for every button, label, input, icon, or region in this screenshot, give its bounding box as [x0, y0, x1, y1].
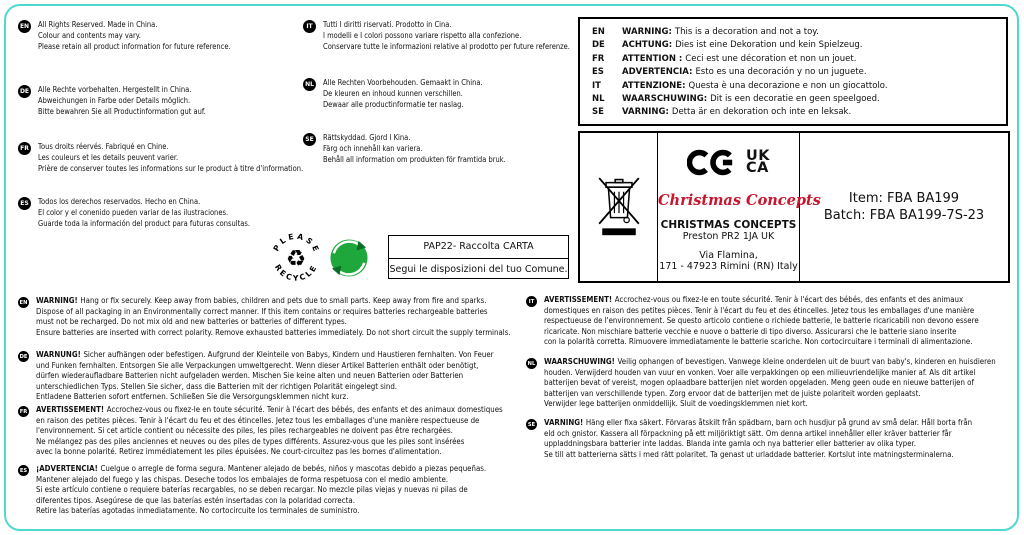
- green-dot-icon: [330, 239, 368, 277]
- lang-badge-nl-icon: NL: [303, 78, 316, 91]
- warning-text: Detta är en dekoration och inte en leksak.: [671, 107, 852, 118]
- warning-line: AVERTISSEMENT! Accrochez-vous ou fixez-le en toute sécurité. Tenir à l'écart des bébés, des enfants et des animaux domestiques: [36, 405, 503, 414]
- decoration-warning-row: [592, 66, 1006, 79]
- recycle-arc-top-text: PLEASE: [271, 231, 322, 256]
- lang-code: DE: [592, 40, 605, 51]
- notice-line: Colour and contents may vary.: [38, 31, 141, 40]
- item-column: [800, 133, 1008, 281]
- decoration-warning-row: [592, 39, 1006, 52]
- warning-line: avec la bonne polarité. Retirez immédiatement les piles épuisées. Ne court-circuitez pas les bornes d'alimentation.: [36, 447, 442, 457]
- safety-warning-se: [526, 418, 1024, 460]
- safety-warning-en: [18, 296, 575, 338]
- compliance-box: [578, 131, 1010, 283]
- lang-badge-fr-icon: FR: [18, 406, 29, 417]
- notice-se-text: [323, 132, 506, 165]
- notice-line: Behåll all information om produkten för framtida bruk.: [323, 155, 506, 164]
- please-recycle-icon: [267, 229, 325, 287]
- warning-line: eld och gnistor. Kassera all förpackning på ett miljöriktigt sätt. Om denna artikel innehåller eller kräver batterier får: [544, 428, 952, 438]
- decoration-warning-row: [592, 80, 1006, 93]
- safety-warning-es: [18, 464, 548, 517]
- notice-de-text: [38, 84, 206, 117]
- notice-it-text: [323, 19, 570, 52]
- ce-mark-icon: [687, 147, 739, 178]
- warning-line: respectueuse de l'environnement. Se questo articolo contiene o richiede batterie, le batterie ricaricabili non devono essere: [544, 316, 979, 326]
- safety-warning-it-text: [544, 295, 979, 348]
- notice-es-text: [38, 196, 250, 229]
- warning-keyword: WARNING!: [36, 296, 78, 305]
- lang-badge-es-icon: ES: [18, 197, 31, 210]
- warning-line: Entladene Batterien sofort entfernen. Schließen Sie die Versorgungsklemmen nicht kurz.: [36, 392, 349, 402]
- lang-badge-it-icon: IT: [303, 20, 316, 33]
- safety-warning-en-text: [36, 296, 511, 338]
- marks-row: [658, 141, 799, 183]
- warning-line: batterijen bevat of vereist, mogen oplaadbare batterijen niet worden opgeladen. Meng geen oude en nieuwe batterijen of: [544, 378, 974, 388]
- warning-keyword: VARNING!: [544, 418, 584, 427]
- recycle-arc-bottom-text: RECYCLE: [272, 262, 320, 283]
- notice-line: Please retain all product information for future reference.: [38, 42, 231, 51]
- lang-code: IT: [592, 80, 601, 91]
- safety-warning-it: [526, 295, 1024, 348]
- warning-line: unterschiedlichen Typs. Stellen Sie sicher, dass die Batterien mit der richtigen Polarität eingelegt sind.: [36, 381, 398, 391]
- warning-keyword: AVERTISSEMENT!: [544, 295, 613, 304]
- address-line-1: Via Flamina,: [699, 250, 758, 261]
- lang-badge-se-icon: SE: [303, 133, 316, 146]
- warning-line: WARNING! Hang or fix securely. Keep away from babies, children and pets due to small parts. Keep away from fire and sparks.: [36, 296, 487, 305]
- lang-badge-de-icon: DE: [18, 351, 29, 362]
- warning-line: ¡ADVERTENCIA! Cuelgue o arregle de forma segura. Mantener alejado de bebés, niños y mascotas debido a piezas pequeñas.: [36, 464, 487, 473]
- pap22-instruction-row: Segui le disposizioni del tuo Comune.: [389, 263, 568, 275]
- safety-warning-fr-text: [36, 405, 503, 458]
- warning-line: Mantener alejado del fuego y las chispas. Deseche todos los embalajes de forma respetuosa con el medio ambiente.: [36, 474, 449, 484]
- warning-line: batterijen van verschillende typen. Zorg ervoor dat de batterijen met de juiste polariteit worden geplaatst.: [544, 388, 921, 398]
- warning-text: This is a decoration and not a toy.: [674, 27, 819, 37]
- notice-line: De kleuren en inhoud kunnen verschillen.: [323, 89, 463, 98]
- warning-line: Se till att batterierna sätts i med rätt polaritet. Ta genast ut urladdade batterier. Kortslut inte matningsterminalerna.: [544, 449, 954, 459]
- notice-line: Tous droits réervés. Fabriqué en Chine.: [38, 142, 169, 151]
- notice-line: Abweichungen in Farbe oder Details möglich.: [38, 96, 191, 105]
- warning-line: VARNING! Häng eller fixa säkert. Förvaras åtskilt från spädbarn, barn och husdjur på grund av små delar. Håll borta från: [544, 418, 973, 427]
- notice-fr-text: [38, 141, 303, 174]
- notice-nl: [303, 77, 513, 110]
- lang-code: SE: [592, 107, 604, 118]
- notice-line: Alle Rechten Voorbehouden. Gemaakt in China.: [323, 78, 483, 87]
- lang-code: ES: [592, 67, 604, 78]
- notice-nl-text: [323, 77, 483, 110]
- notice-line: Guarde toda la información del product para futuras consultas.: [38, 219, 251, 228]
- lang-badge-se-icon: SE: [526, 419, 537, 430]
- decoration-warning-row: [592, 93, 1006, 106]
- notice-line: Alle Rechte vorbehalten. Hergestellt in China.: [38, 85, 192, 94]
- safety-warning-se-text: [544, 418, 972, 460]
- notice-de: [18, 84, 238, 117]
- safety-warning-nl-text: [544, 357, 996, 410]
- notice-line: Rättskyddad. Gjord I Kina.: [323, 133, 411, 142]
- warning-line: Si este artículo contiene o requiere baterías recargables, no se deben recargar. No mezcle pilas viejas y nuevas ni pilas de: [36, 485, 468, 495]
- notice-line: Les couleurs et les details peuvent varier.: [38, 153, 179, 162]
- warning-line: dürfen wiederaufladbare Batterien nicht aufgeladen werden. Mischen Sie keine alten und neuen Batterien oder Batterien: [36, 371, 464, 381]
- warning-line: Retire las baterías agotadas inmediatamente. No cortocircuite los terminales de suministro.: [36, 506, 360, 516]
- notice-en-text: [38, 19, 231, 52]
- brand-logo-text: Christmas Concepts: [658, 192, 821, 209]
- item-number: Item: FBA BA199: [848, 191, 960, 206]
- warning-line: Ne mélangez pas des piles anciennes et neuves ou des piles de types différents. Assurez-vous que les piles sont insérées: [36, 436, 465, 446]
- notice-line: Tutti I diritti riservati. Prodotto in Cina.: [323, 20, 452, 29]
- decoration-warning-row: [592, 53, 1006, 66]
- warning-line: AVERTISSEMENT! Accrochez-vous ou fixez-le en toute sécurité. Tenir à l'écart des bébés, des enfants et des animaux: [544, 295, 964, 304]
- warning-line: Dispose of all packaging in an Environmentally correct manner. If this item contains or requires batteries rechargeable batteries: [36, 306, 488, 316]
- lang-code: NL: [592, 94, 605, 105]
- lang-badge-es-icon: ES: [18, 465, 29, 476]
- notice-line: Todos los derechos reservados. Hecho en China.: [38, 197, 201, 206]
- safety-warning-nl: [526, 357, 1024, 410]
- warning-text: Dies ist eine Dekoration und kein Spielzeug.: [675, 40, 863, 51]
- company-name: CHRISTMAS CONCEPTS: [660, 219, 797, 231]
- ukca-mark: [745, 147, 770, 176]
- batch-number: Batch: FBA BA199-7S-23: [823, 208, 985, 223]
- warning-text: Esto es una decoración y no un juguete.: [695, 67, 867, 78]
- warning-label: ACHTUNG:: [622, 40, 673, 51]
- decoration-warning-box: [578, 17, 1008, 126]
- warning-line: ricaricate. Non mischiare batterie vecchie e nuove o batterie di tipo diverso. Assicurarsi che le batterie siano inserite: [544, 326, 957, 336]
- lang-code: EN: [592, 27, 605, 37]
- warning-label: ATTENTION :: [622, 53, 683, 64]
- notice-line: Conservare tutte le informazioni relative al prodotto per future referenze.: [323, 42, 570, 51]
- address-line-2: 171 - 47923 Rimini (RN) Italy: [659, 261, 798, 272]
- warning-line: must not be recharged. Do not mix old and new batteries or batteries of different types.: [36, 317, 347, 327]
- notice-line: Dewaar alle productinformatie ter naslag.: [323, 100, 464, 109]
- warning-text: Questa è una decorazione e non un giocattolo.: [688, 80, 888, 91]
- warning-line: uppladdningsbara batterier inte laddas. Blanda inte gamla och nya batterier eller batterier av olika typer.: [544, 439, 917, 449]
- ukca-line: UK: [745, 147, 770, 164]
- warning-line: Verwijder lege batterijen onmiddellijk. Sluit de voedingsklemmen niet kort.: [544, 399, 808, 409]
- brand-column: [658, 133, 821, 281]
- weee-crossed-bin-icon: [596, 175, 642, 239]
- lang-badge-en-icon: EN: [18, 297, 29, 308]
- warning-keyword: WARNUNG!: [36, 350, 81, 359]
- notice-line: I modelli e I colori possono variare rispetto alla confezione.: [323, 31, 522, 40]
- notice-en: [18, 19, 267, 52]
- notice-es: [18, 196, 290, 229]
- warning-line: domestiques en raison des petites pièces. Tenir à l'écart du feu et des étincelles. Jetez tous les emballages d'une manière: [544, 305, 975, 315]
- safety-warning-fr: [18, 405, 566, 458]
- lang-badge-fr-icon: FR: [18, 142, 31, 155]
- warning-text: Ceci est une décoration et non un jouet.: [685, 53, 857, 64]
- pap22-box: [388, 235, 569, 279]
- warning-label: ADVERTENCIA:: [622, 67, 693, 78]
- notice-se: [303, 132, 541, 165]
- warning-line: en raison des petites pièces. Tenir à l'écart du feu et des étincelles. Jetez tous les emballages d'une manière respectueuse de: [36, 415, 480, 425]
- lang-badge-it-icon: IT: [526, 296, 537, 307]
- safety-warning-es-text: [36, 464, 486, 517]
- warning-line: l'environnement. Si cet article contient ou nécessite des piles, les piles rechargeables ne doivent pas être rechargées.: [36, 426, 453, 436]
- decoration-warning-row: [592, 26, 1006, 39]
- warning-keyword: WAARSCHUWING!: [544, 357, 615, 366]
- lang-badge-nl-icon: NL: [526, 358, 537, 369]
- lang-badge-en-icon: EN: [18, 20, 31, 33]
- notice-it: [303, 19, 617, 52]
- warning-line: Ensure batteries are inserted with correct polarity. Remove exhausted batteries immediately. Do not short circuit the supply terminals.: [36, 327, 511, 337]
- warning-keyword: ¡ADVERTENCIA!: [36, 464, 98, 473]
- decoration-warning-row: [592, 106, 1006, 119]
- warning-line: houden. Verwijderd houden van vuur en vonken. Voer alle verpakkingen op een milieuvriendelijke manier af. Als dit artikel: [544, 367, 976, 377]
- lang-badge-de-icon: DE: [18, 85, 31, 98]
- notice-line: El color y el conenido pueden variar de las ilustraciones.: [38, 208, 229, 217]
- warning-line: WARNUNG! Sicher aufhängen oder befestigen. Aufgrund der Kleinteile von Babys, Kindern und Haustieren fernhalten. Von Feuer: [36, 350, 494, 359]
- warning-label: ATTENZIONE:: [622, 80, 686, 91]
- warning-keyword: AVERTISSEMENT!: [36, 405, 105, 414]
- safety-warning-de-text: [36, 350, 494, 403]
- warning-text: Dit is een decoratie en geen speelgoed.: [710, 94, 880, 105]
- safety-warning-de: [18, 350, 556, 403]
- notice-line: All Rights Reserved. Made in China.: [38, 20, 158, 29]
- recycle-symbol-icon: ♻: [285, 246, 307, 273]
- warning-line: con la polarità corretta. Rimuovere immediatamente le batterie scariche. Non cortocircuitare i terminali di alimentazione.: [544, 337, 973, 347]
- warning-line: und Funken fernhalten. Entsorgen Sie alle Verpackungen umweltgerecht. Wenn dieser Artikel Batterien enthält oder benötigt,: [36, 360, 479, 370]
- warning-label: WAARSCHUWING:: [622, 94, 708, 105]
- warning-label: VARNING:: [622, 107, 669, 118]
- weee-column: [580, 133, 658, 281]
- notice-line: Färg och innehåll kan variera.: [323, 144, 423, 153]
- notice-line: Bitte bewahren Sie all Productinformation gut auf.: [38, 107, 206, 116]
- warning-label: WARNING:: [622, 27, 672, 37]
- ukca-line: CA: [745, 160, 769, 176]
- pap22-code-row: PAP22- Raccolta CARTA: [389, 236, 568, 259]
- warning-line: WAARSCHUWING! Veilig ophangen of bevestigen. Vanwege kleine onderdelen uit de buurt van baby's, kinderen en huisdieren: [544, 357, 996, 366]
- warning-line: diferentes tipos. Asegúrese de que las baterías estén insertadas con la polaridad correcta.: [36, 495, 355, 505]
- notice-line: Prière de conserver toutes les informations sur le product à titre d'information.: [38, 164, 304, 173]
- company-location: Preston PR2 1JA UK: [682, 231, 775, 242]
- lang-code: FR: [592, 53, 605, 64]
